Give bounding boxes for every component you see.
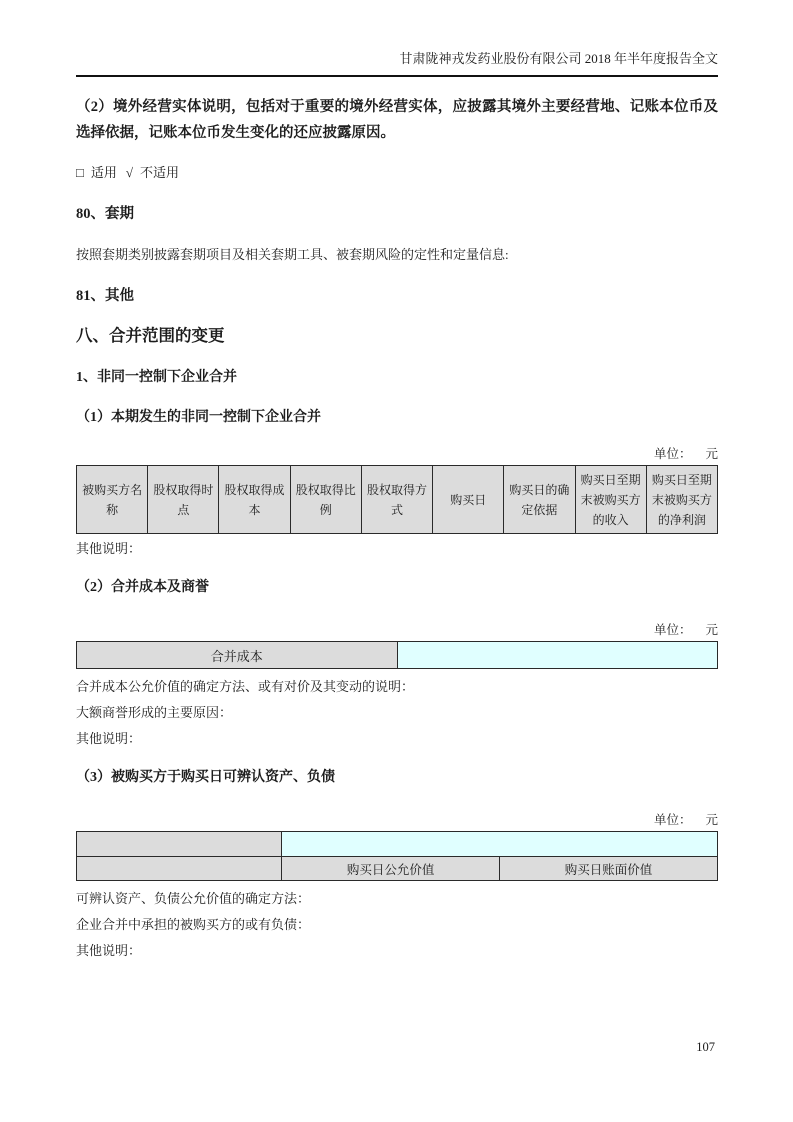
heading-merge-scope: 八、合并范围的变更	[76, 326, 225, 345]
note-line: 其他说明：	[76, 943, 142, 958]
unit-value: 元	[705, 623, 718, 637]
col-header-equity-time: 股权取得时点	[148, 466, 219, 534]
table-header-row	[77, 857, 718, 881]
unit-line-sub3	[76, 813, 718, 827]
table-row	[77, 642, 718, 669]
table-header-row	[77, 466, 718, 534]
heading-sub3: （3）被购买方于购买日可辨认资产、负债	[76, 770, 335, 785]
sub2-notes	[76, 678, 718, 747]
table-row	[77, 832, 718, 857]
unit-line-sub1	[76, 447, 718, 461]
col-header-equity-cost: 股权取得成本	[219, 466, 290, 534]
applicability-line	[76, 164, 718, 181]
col-header-purchase-date-basis: 购买日的确定依据	[504, 466, 575, 534]
col-header-equity-ratio: 股权取得比例	[290, 466, 361, 534]
heading-hedging: 80、套期	[76, 206, 134, 222]
check-mark-icon: √	[125, 165, 134, 180]
note-line: 企业合并中承担的被购买方的或有负债：	[76, 917, 311, 932]
sub1-other-note: 其他说明：	[76, 541, 142, 556]
assets-row-label-blank-cell	[77, 832, 282, 857]
unit-value: 元	[705, 813, 718, 827]
col-header-acquiree-income: 购买日至期末被购买方的收入	[575, 466, 646, 534]
heading-overseas-entity: （2）境外经营实体说明，包括对于重要的境外经营实体，应披露其境外主要经营地、记账本位币及选择依据，记账本位币发生变化的还应披露原因。	[76, 99, 718, 141]
heading-non-common-control: 1、非同一控制下企业合并	[76, 370, 237, 385]
business-combination-table	[76, 465, 718, 534]
unit-label: 单位：	[653, 623, 692, 637]
unit-label: 单位：	[653, 813, 692, 827]
page-number: 107	[696, 1040, 715, 1054]
applicable-label: 适用	[90, 165, 117, 180]
col-header-purchase-date: 购买日	[433, 466, 504, 534]
not-applicable-label: 不适用	[140, 165, 180, 180]
combination-cost-value-cell	[397, 642, 718, 669]
heading-sub2: （2）合并成本及商誉	[76, 580, 209, 595]
note-line: 可辨认资产、负债公允价值的确定方法：	[76, 891, 311, 906]
col-header-acquiree-net-profit: 购买日至期末被购买方的净利润	[646, 466, 717, 534]
sub3-notes	[76, 890, 718, 959]
note-line: 大额商誉形成的主要原因：	[76, 705, 233, 720]
report-header-title: 甘肃陇神戎发药业股份有限公司 2018 年半年度报告全文	[76, 50, 718, 77]
col-header-equity-method: 股权取得方式	[361, 466, 432, 534]
checkbox-unchecked-icon: □	[76, 165, 84, 180]
note-line: 合并成本公允价值的确定方法、或有对价及其变动的说明：	[76, 679, 415, 694]
heading-sub1: （1）本期发生的非同一控制下企业合并	[76, 410, 321, 425]
combination-cost-label-cell: 合并成本	[77, 642, 398, 669]
note-line: 其他说明：	[76, 731, 142, 746]
col-header-acquiree-name: 被购买方名称	[77, 466, 148, 534]
hedging-body-text: 按照套期类别披露套期项目及相关套期工具、被套期风险的定性和定量信息:	[76, 247, 509, 262]
col-header-fair-value: 购买日公允价值	[282, 857, 500, 881]
identifiable-assets-table	[76, 831, 718, 881]
col-header-book-value: 购买日账面价值	[500, 857, 718, 881]
assets-value-blank-cell	[282, 832, 718, 857]
combination-cost-table	[76, 641, 718, 669]
unit-line-sub2	[76, 623, 718, 637]
assets-corner-blank-cell	[77, 857, 282, 881]
unit-value: 元	[705, 447, 718, 461]
unit-label: 单位：	[653, 447, 692, 461]
heading-other-81: 81、其他	[76, 288, 134, 304]
